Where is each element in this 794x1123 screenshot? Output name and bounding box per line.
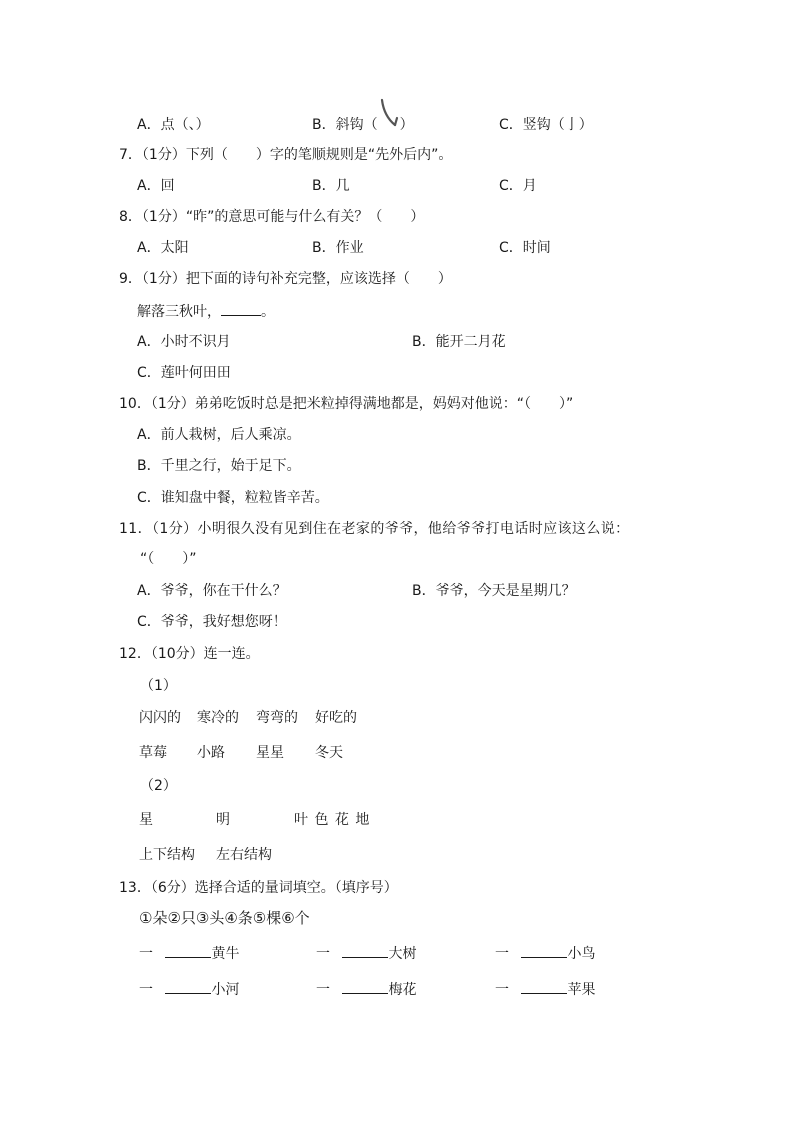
q6-option-a: A．点（、） xyxy=(137,117,210,133)
q11-option-b: B．爷爷，今天是星期几？ xyxy=(412,583,576,599)
q13-item-5-prefix: 一 xyxy=(316,982,330,998)
q13-item-4-noun: 小河 xyxy=(211,982,240,998)
q13-item-6-noun: 苹果 xyxy=(567,982,596,998)
q13-item-2-blank[interactable] xyxy=(342,943,388,958)
q10-option-b: B．千里之行，始于足下。 xyxy=(137,458,301,474)
q13-item-1 xyxy=(139,943,239,963)
q12-part1-match-2[interactable]: 小路 xyxy=(197,745,225,761)
q7-option-a: A．回 xyxy=(137,178,175,194)
q13-item-2 xyxy=(316,943,416,963)
q12-part1-word-2[interactable]: 寒冷的 xyxy=(197,710,239,726)
q12-part2-char-group[interactable]: 叶 色 花 地 xyxy=(294,812,370,828)
q10-option-a: A．前人栽树，后人乘凉。 xyxy=(137,427,301,443)
q8-option-a: A．太阳 xyxy=(137,240,189,256)
q13-item-2-prefix: 一 xyxy=(316,946,330,962)
q9-answer-blank[interactable] xyxy=(221,301,261,316)
slant-hook-stroke-icon xyxy=(378,98,404,130)
q13-item-4 xyxy=(139,979,239,999)
q12-part1-match-4[interactable]: 冬天 xyxy=(315,745,343,761)
q11-stem-quote: “（ ）” xyxy=(140,551,197,567)
q9-poem-line xyxy=(137,301,275,321)
q12-part2-char-2[interactable]: 明 xyxy=(216,812,230,828)
q13-item-4-prefix: 一 xyxy=(139,982,153,998)
q6-option-b-label: B．斜钩（ xyxy=(312,117,378,133)
q12-part2-structure-1[interactable]: 上下结构 xyxy=(139,847,195,863)
q12-part2-label: （2） xyxy=(140,778,177,794)
q13-item-1-noun: 黄牛 xyxy=(211,946,240,962)
q13-item-5-noun: 梅花 xyxy=(388,982,417,998)
q13-item-3-noun: 小鸟 xyxy=(567,946,596,962)
q8-option-b: B．作业 xyxy=(312,240,364,256)
q13-item-5 xyxy=(316,979,416,999)
q12-part2-char-1[interactable]: 星 xyxy=(139,812,153,828)
q12-part1-word-3[interactable]: 弯弯的 xyxy=(256,710,298,726)
q12-part1-word-1[interactable]: 闪闪的 xyxy=(139,710,181,726)
q9-poem-suffix: 。 xyxy=(261,304,275,320)
q7-option-c: C．月 xyxy=(499,178,537,194)
q12-stem: 12．（10分）连一连。 xyxy=(119,646,260,662)
q7-stem: 7．（1分）下列（ ）字的笔顺规则是“先外后内”。 xyxy=(119,147,453,163)
q10-stem: 10．（1分）弟弟吃饭时总是把米粒掉得满地都是，妈妈对他说：“（ ）” xyxy=(119,396,574,412)
q8-stem: 8．（1分）“昨”的意思可能与什么有关？（ ） xyxy=(119,209,425,225)
q11-option-c: C．爷爷，我好想您呀！ xyxy=(137,614,287,630)
q9-option-c: C．莲叶何田田 xyxy=(137,365,231,381)
q12-part2-structure-2[interactable]: 左右结构 xyxy=(216,847,272,863)
q13-measure-word-choices: ①朵②只③头④条⑤棵⑥个 xyxy=(139,909,310,927)
q9-option-a: A．小时不识月 xyxy=(137,334,231,350)
q9-option-b: B．能开二月花 xyxy=(412,334,506,350)
q10-option-c: C．谁知盘中餐，粒粒皆辛苦。 xyxy=(137,490,329,506)
q6-option-c: C．竖钩（亅） xyxy=(499,117,593,133)
q13-item-3-blank[interactable] xyxy=(521,943,567,958)
q7-option-b: B．几 xyxy=(312,178,350,194)
q13-item-4-blank[interactable] xyxy=(165,979,211,994)
q13-item-5-blank[interactable] xyxy=(342,979,388,994)
q13-item-6 xyxy=(495,979,595,999)
q6-option-b-close: ） xyxy=(399,117,414,133)
q9-poem-prefix: 解落三秋叶， xyxy=(137,304,221,320)
q9-stem: 9．（1分）把下面的诗句补充完整，应该选择（ ） xyxy=(119,271,452,287)
q13-item-3 xyxy=(495,943,595,963)
q13-item-3-prefix: 一 xyxy=(495,946,509,962)
q8-option-c: C．时间 xyxy=(499,240,551,256)
q12-part1-match-1[interactable]: 草莓 xyxy=(139,745,167,761)
q12-part1-word-4[interactable]: 好吃的 xyxy=(315,710,357,726)
q13-item-1-prefix: 一 xyxy=(139,946,153,962)
q13-item-6-blank[interactable] xyxy=(521,979,567,994)
q11-stem: 11．（1分）小明很久没有见到住在老家的爷爷，他给爷爷打电话时应该这么说： xyxy=(119,521,630,537)
q12-part1-match-3[interactable]: 星星 xyxy=(256,745,284,761)
q13-item-6-prefix: 一 xyxy=(495,982,509,998)
q11-option-a: A．爷爷，你在干什么？ xyxy=(137,583,287,599)
q12-part1-label: （1） xyxy=(140,678,177,694)
q13-item-1-blank[interactable] xyxy=(165,943,211,958)
q13-stem: 13．（6分）选择合适的量词填空。（填序号） xyxy=(119,880,398,896)
q13-item-2-noun: 大树 xyxy=(388,946,417,962)
